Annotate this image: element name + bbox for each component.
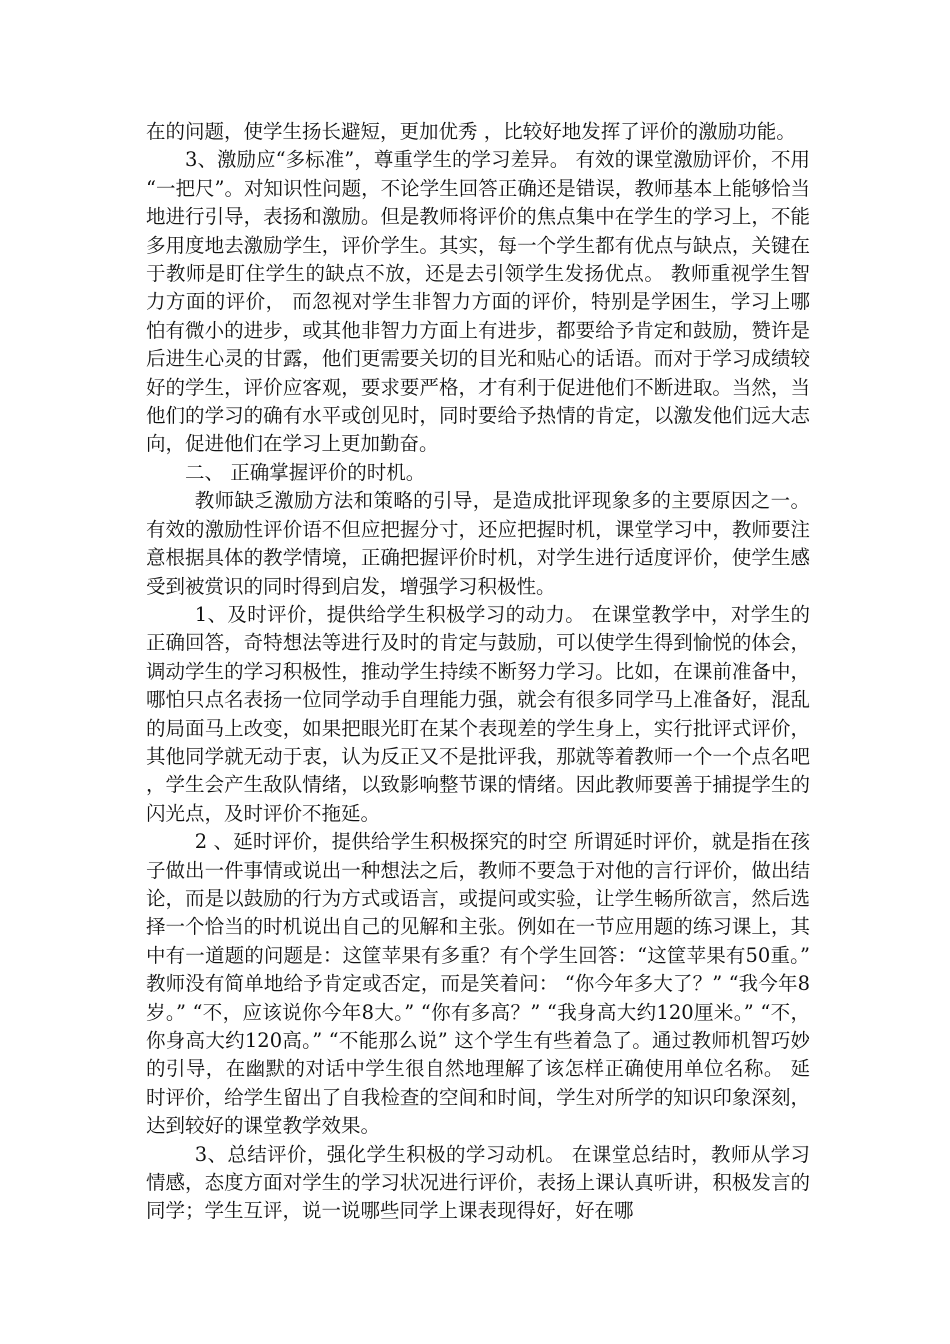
paragraph-4: 教师缺乏激励方法和策略的引导，是造成批评现象多的主要原因之一。有效的激励性评价语不但应把握分寸，还应把握时机，课堂学习中，教师要注意根据具体的教学情境，正确把握评价时机，对学生进行适度评价，使学生感受到被赏识的同时得到启发，增强学习积极性。 [146,489,810,598]
document-body [146,118,810,1226]
paragraph-1: 在的问题，使学生扬长避短，更加优秀 ，比较好地发挥了评价的激励功能。 [146,120,796,143]
paragraph-6: 2 、延时评价，提供给学生积极探究的时空 所谓延时评价，就是指在孩子做出一件事情或说出一种想法之后，教师不要急于对他的言行评价，做出结论，而是以鼓励的行为方式或语言，或提问或实验，让学生畅所欲言，然后选择一个恰当的时机说出自己的见解和主张。例如在一节应用题的练习课上，其中有一道题的问题是：这筐苹果有多重？有个学生回答：“这筐苹果有50重。”教师没有简单地给予肯定或否定，而是笑着问： “你今年多大了？” “我今年8岁。” “不，应该说你今年8大。” “你有多高？” “我身高大约120厘米。” “不，你身高大约120高。” “不能那么说” 这个学生有些着急了。通过教师机智巧妙的引导，在幽默的对话中学生很自然地理解了该怎样正确使用单位名称。 延时评价，给学生留出了自我检查的空间和时间，学生对所学的知识印象深刻，达到较好的课堂教学效果。 [146,830,810,1138]
paragraph-5: 1、及时评价，提供给学生积极学习的动力。 在课堂教学中，对学生的正确回答，奇特想法等进行及时的肯定与鼓励，可以使学生得到愉悦的体会，调动学生的学习积极性，推动学生持续不断努力学习。比如，在课前准备中，哪怕只点名表扬一位同学动手自理能力强，就会有很多同学马上准备好，混乱的局面马上改变，如果把眼光盯在某个表现差的学生身上，实行批评式评价，其他同学就无动于衷，认为反正又不是批评我，那就等着教师一个一个点名吧，学生会产生敌队情绪，以致影响整节课的情绪。因此教师要善于捕提学生的闪光点，及时评价不拖延。 [146,602,810,825]
section-heading-2: 二、 正确掌握评价的时机。 [185,460,426,484]
paragraph-2: 3、激励应“多标准”，尊重学生的学习差异。 有效的课堂激励评价，不用“一把尺”。对知识性问题，不论学生回答正确还是错误，教师基本上能够恰当地进行引导，表扬和激励。但是教师将评价的焦点集中在学生的学习上，不能多用度地去激励学生，评价学生。其实，每一个学生都有优点与缺点，关键在于教师是盯住学生的缺点不放，还是去引领学生发扬优点。 教师重视学生智力方面的评价， 而忽视对学生非智力方面的评价，特别是学困生，学习上哪怕有微小的进步，或其他非智力方面上有进步，都要给予肯定和鼓励，赞许是后进生心灵的甘露，他们更需要关切的目光和贴心的话语。而对于学习成绩较好的学生，评价应客观，要求要严格，才有利于促进他们不断进取。当然，当他们的学习的确有水平或创见时，同时要给予热情的肯定，以激发他们远大志向，促进他们在学习上更加勤奋。 [146,148,810,456]
paragraph-7: 3、总结评价，强化学生积极的学习动机。 在课堂总结时，教师从学习情感，态度方面对学生的学习状况进行评价，表扬上课认真听讲，积极发言的同学；学生互评，说一说哪些同学上课表现得好，好在哪 [146,1142,810,1223]
